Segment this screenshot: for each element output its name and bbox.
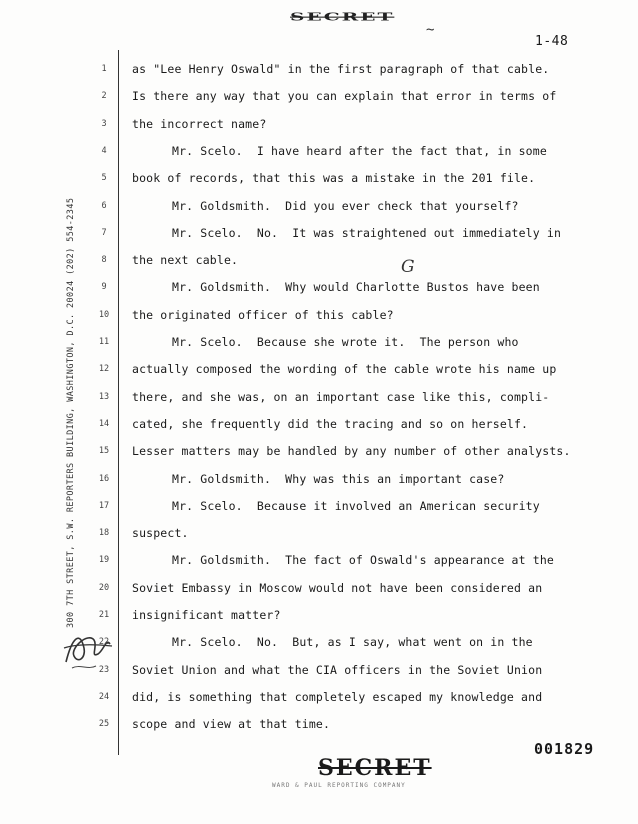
line-number: 13 bbox=[98, 391, 110, 402]
line-number: 9 bbox=[101, 282, 107, 293]
transcript-line: suspect. bbox=[132, 526, 189, 541]
line-number: 12 bbox=[98, 364, 110, 375]
transcript-line: Mr. Goldsmith. Did you ever check that yourself? bbox=[172, 198, 519, 213]
line-number: 23 bbox=[98, 664, 110, 675]
line-number: 22 bbox=[98, 637, 110, 648]
line-number: 16 bbox=[98, 473, 110, 484]
line-number: 2 bbox=[101, 91, 107, 102]
document-number: 001829 bbox=[534, 740, 595, 758]
transcript-line: Soviet Embassy in Moscow would not have been considered an bbox=[132, 580, 543, 595]
line-number: 4 bbox=[101, 145, 107, 156]
transcript-line: Mr. Scelo. I have heard after the fact that, in some bbox=[172, 143, 547, 158]
line-number: 19 bbox=[98, 555, 110, 566]
page-number: 1-48 bbox=[535, 34, 569, 49]
transcript-line: Mr. Scelo. Because it involved an American security bbox=[172, 498, 540, 513]
header-pen-mark: ~ bbox=[426, 22, 435, 38]
line-number: 5 bbox=[101, 173, 107, 184]
margin-rule bbox=[118, 50, 119, 755]
transcript-line: actually composed the wording of the cable wrote his name up bbox=[132, 362, 557, 377]
line-number: 3 bbox=[101, 118, 107, 129]
transcript-line: Soviet Union and what the CIA officers in the Soviet Union bbox=[132, 662, 543, 677]
line-number: 25 bbox=[98, 719, 110, 730]
line-number: 11 bbox=[98, 337, 110, 347]
transcript-line: there, and she was, on an important case like this, compli- bbox=[132, 389, 550, 404]
line-number: 21 bbox=[98, 610, 110, 620]
handwritten-g-mark: G bbox=[401, 257, 415, 277]
transcript-line: Mr. Scelo. No. But, as I say, what went on in the bbox=[172, 635, 533, 650]
line-number: 1 bbox=[101, 64, 107, 74]
line-number: 6 bbox=[101, 200, 107, 211]
transcript-line: the next cable. bbox=[132, 253, 239, 268]
line-number: 14 bbox=[98, 418, 110, 429]
line-number: 24 bbox=[98, 691, 110, 702]
transcript-line: Mr. Goldsmith. The fact of Oswald's appearance at the bbox=[172, 553, 554, 568]
transcript-line: Lesser matters may be handled by any number of other analysts. bbox=[132, 444, 571, 459]
transcript-line: the originated officer of this cable? bbox=[132, 307, 394, 322]
line-number: 20 bbox=[98, 582, 110, 593]
header-classification-stamp: SECRET bbox=[290, 10, 395, 24]
transcript-line: Mr. Goldsmith. Why was this an important case? bbox=[172, 471, 505, 486]
transcript-line: as "Lee Henry Oswald" in the first paragraph of that cable. bbox=[132, 62, 550, 76]
transcript-line: Is there any way that you can explain that error in terms of bbox=[132, 89, 557, 104]
transcript-line: Mr. Scelo. Because she wrote it. The person who bbox=[172, 335, 519, 349]
transcript-line: cated, she frequently did the tracing and so on herself. bbox=[132, 416, 529, 431]
line-number: 8 bbox=[101, 255, 107, 266]
transcript-line: Mr. Goldsmith. Why would Charlotte Bustos have been bbox=[172, 280, 540, 295]
line-number: 7 bbox=[101, 227, 107, 238]
footer-classification-stamp: SECRET bbox=[318, 755, 432, 781]
footer-reporter-text: WARD & PAUL REPORTING COMPANY bbox=[272, 782, 406, 789]
transcript-line: insignificant matter? bbox=[132, 608, 281, 622]
line-number: 17 bbox=[98, 500, 110, 511]
line-number: 15 bbox=[98, 446, 110, 457]
transcript-line: Mr. Scelo. No. It was straightened out immediately in bbox=[172, 225, 562, 240]
transcript-line: did, is something that completely escaped my knowledge and bbox=[132, 689, 543, 704]
line-number: 10 bbox=[98, 309, 110, 320]
transcript-line: the incorrect name? bbox=[132, 116, 267, 131]
transcript-line: book of records, that this was a mistake in the 201 file. bbox=[132, 171, 536, 186]
reporter-address-margin: 300 7TH STREET, S.W. REPORTERS BUILDING, WASHINGTON, D.C. 20024 (202) 554-2345 bbox=[66, 197, 76, 628]
line-number: 18 bbox=[98, 528, 110, 539]
transcript-line: scope and view at that time. bbox=[132, 717, 331, 732]
